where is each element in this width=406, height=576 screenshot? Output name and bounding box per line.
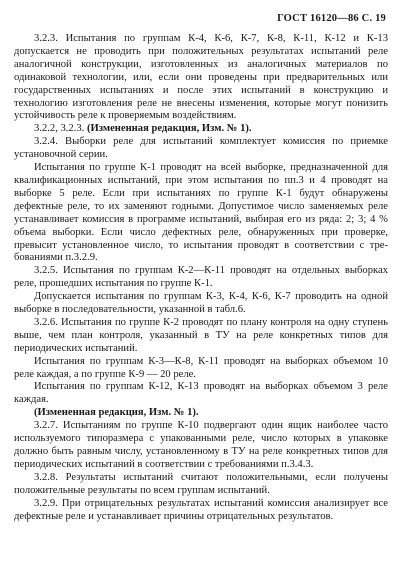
amendment-ref: 3.2.2, 3.2.3. bbox=[34, 123, 85, 135]
page-header: ГОСТ 16120—86 С. 19 bbox=[277, 13, 386, 24]
paragraph-group-k3-k7: Допускается испытания по группам К-3, К-4, К-6, К-7 проводить на одной выборке в последовательности, указанной в табл.6. bbox=[14, 291, 388, 316]
paragraph-3-2-5: 3.2.5. Испытания по группам К-2—К-11 проводят на отдельных выборках реле, прошедших испытания по группе К-1. bbox=[14, 265, 388, 290]
paragraph-group-k1: Испытания по группе К-1 проводят на всей выборке, предназначенной для квалификационных испытаний, при этом испытания по пп.3 и 4 проводят на выборке 5 реле. Если при испытаниях по группе К-1 будут обнаружены дефектные реле, то их заменяют годными. Допустимое число заменяемых реле устанавливает комиссия в программе испытаний, выбирая его из ряда: 2; 3; 4 % объема выборки. Если число дефектных реле, обнаруженных при проверке, превысит установленное число, то испытания проводят в соответствии с требованиями п.3.2.9. bbox=[14, 162, 388, 264]
paragraph-amendment-note-2 bbox=[14, 407, 388, 420]
amendment-label: (Измененная редакция, Изм. № 1). bbox=[34, 407, 199, 419]
paragraph-group-k3-k11: Испытания по группам К-3—К-8, К-11 проводят на выборках объемом 10 реле каждая, а по группе К-9 — 20 реле. bbox=[14, 355, 388, 380]
document-body bbox=[14, 33, 388, 523]
paragraph-3-2-8: 3.2.8. Результаты испытаний считают положительными, если получены положительные результаты по всем группам испытаний. bbox=[14, 471, 388, 496]
paragraph-3-2-7: 3.2.7. Испытаниям по группе К-10 подвергают один ящик наиболее часто используемого типоразмера с упакованными реле, число которых в упаковке должно быть равным числу, установленному в ТУ на реле конкретных типов для периодических испытаний в соответствии с требованиями п.3.4.3. bbox=[14, 420, 388, 470]
paragraph-group-k12-k13: Испытания по группам К-12, К-13 проводят на выборках объемом 3 реле каждая. bbox=[14, 381, 388, 406]
paragraph-3-2-3: 3.2.3. Испытания по группам К-4, К-6, К-7, К-8, К-11, К-12 и К-13 допускается не проводить при положительных результатах испытаний реле аналогичной конструкции, изготовленных из аналогичных материалов по одинаковой технологии, или, если они проведены при предварительных или государственных испытаниях и после этих испытаний в конструкцию и технологию изготовления реле не внесены изменения, которые могут понизить устойчивость реле к проверяемым воздействиям. bbox=[14, 33, 388, 122]
paragraph-3-2-4: 3.2.4. Выборки реле для испытаний комплектует комиссия по приемке установочной серии. bbox=[14, 136, 388, 161]
amendment-label: (Измененная редакция, Изм. № 1). bbox=[86, 123, 252, 135]
paragraph-3-2-9: 3.2.9. При отрицательных результатах испытаний комиссия анализирует все дефектные реле и устанавливает причины отрицательных результатов. bbox=[14, 497, 388, 522]
paragraph-3-2-6: 3.2.6. Испытания по группе К-2 проводят по плану контроля на одну ступень выше, чем план контроля, указанный в ТУ на реле конкретных типов для периодических испытаний. bbox=[14, 316, 388, 354]
paragraph-amendment-note-1 bbox=[14, 123, 388, 136]
